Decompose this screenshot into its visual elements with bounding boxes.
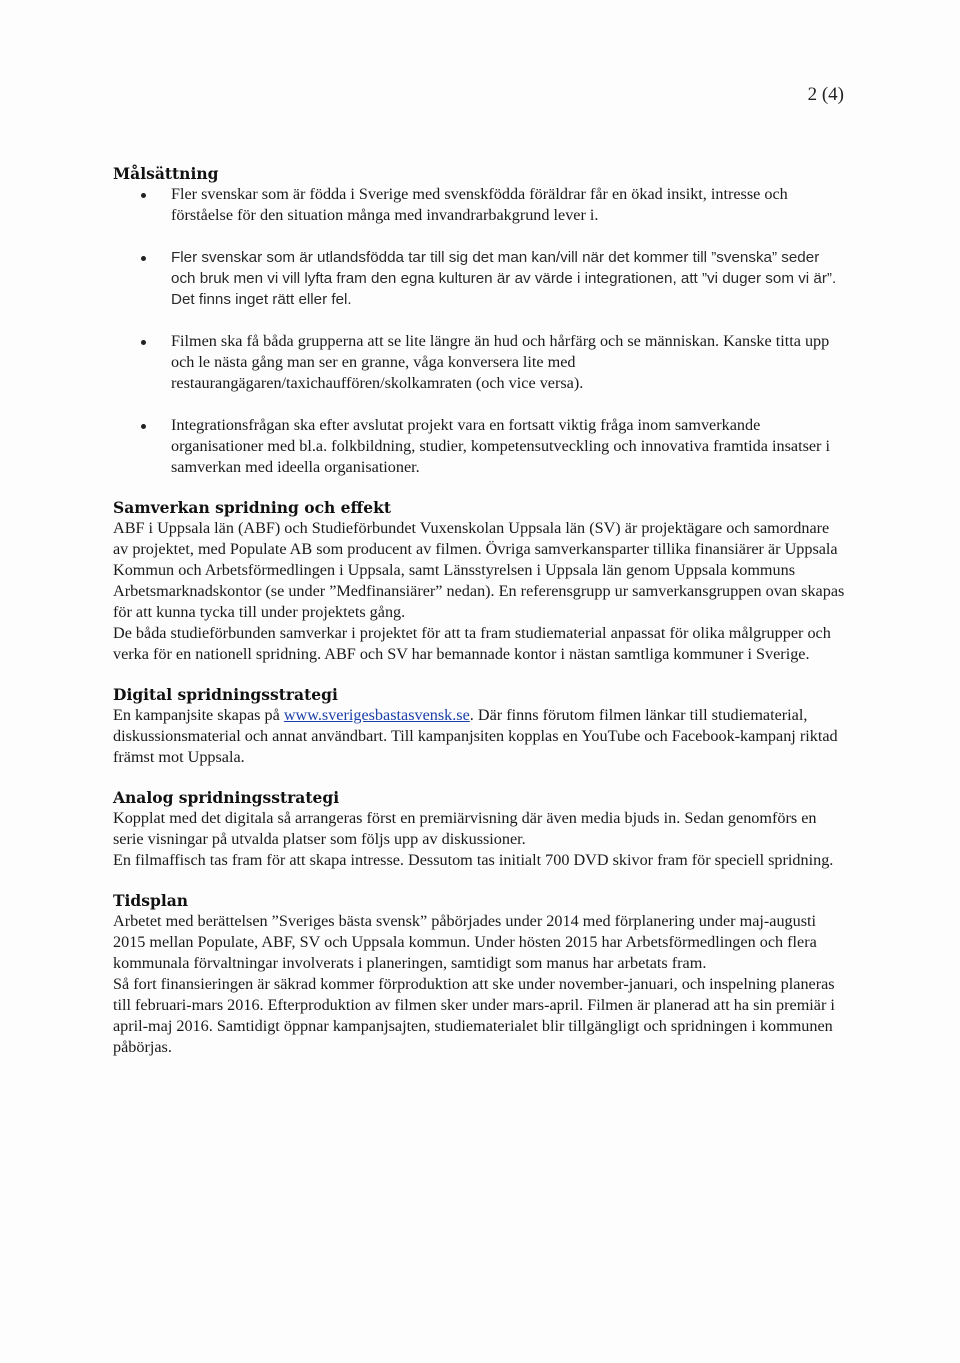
page-number: 2 (4) bbox=[807, 84, 844, 105]
document-body bbox=[113, 163, 845, 1077]
paragraph: ABF i Uppsala län (ABF) och Studieförbundet Vuxenskolan Uppsala län (SV) är projektägare och samordnare av projektet, med Populate AB som producent av filmen. Övriga samverkansparter tillika finansiärer är Uppsala Kommun och Arbetsförmedlingen i Uppsala, samt Länsstyrelsen i Uppsala län genom Uppsala kommuns Arbetsmarknadskontor (se under ”Medfinansiärer” nedan). En referensgrupp ur samverkansgruppen ovan skapas för att kunna tycka till under projektets gång. bbox=[113, 519, 845, 621]
paragraph: En filmaffisch tas fram för att skapa intresse. Dessutom tas initialt 700 DVD skivor fram för speciell spridning. bbox=[113, 851, 834, 869]
bullet-text: Filmen ska få båda grupperna att se lite längre än hud och hårfärg och se människan. Kanske titta upp och le nästa gång man ser en granne, våga konversera lite med restaurangägaren/taxichauffören/skolkamraten (och vice versa). bbox=[171, 332, 830, 392]
bullet-item bbox=[113, 415, 845, 478]
section-malsattning bbox=[113, 163, 845, 478]
bullet-item bbox=[113, 331, 845, 394]
bullet-item bbox=[113, 184, 845, 226]
campaign-site-link[interactable]: www.sverigesbastasvensk.se bbox=[283, 706, 470, 724]
text-span: En kampanjsite skapas på bbox=[113, 706, 284, 724]
section-digital bbox=[113, 684, 845, 768]
bullet-text: Fler svenskar som är födda i Sverige med svenskfödda föräldrar får en ökad insikt, intresse och förståelse för den situation många med invandrarbakgrund lever i. bbox=[171, 185, 788, 224]
section-heading-malsattning: Målsättning bbox=[113, 164, 219, 183]
section-samverkan bbox=[113, 497, 845, 665]
bullet-text: Integrationsfrågan ska efter avslutat projekt vara en fortsatt viktig fråga inom samverkande organisationer med bl.a. folkbildning, studier, kompetensutveckling och innovativa framtida insatser i samverkan med ideella organisationer. bbox=[171, 416, 830, 476]
malsattning-bullet-list bbox=[113, 184, 845, 478]
section-analog bbox=[113, 787, 845, 871]
section-tidsplan bbox=[113, 890, 845, 1058]
section-heading-digital: Digital spridningsstrategi bbox=[113, 685, 338, 704]
bullet-dot-icon bbox=[141, 340, 146, 345]
bullet-text: Fler svenskar som är utlandsfödda tar till sig det man kan/vill när det kommer till ”svenska” seder och bruk men vi vill lyfta fram den egna kulturen är av värde i integrationen, att ”vi duger som vi är”. Det finns inget rätt eller fel. bbox=[171, 249, 837, 308]
paragraph: Arbetet med berättelsen ”Sveriges bästa svensk” påbörjades under 2014 med förplanering under maj-augusti 2015 mellan Populate, ABF, SV och Uppsala kommun. Under hösten 2015 har Arbetsförmedlingen och flera kommunala förvaltningar involverats i planeringen, samtidigt som manus har arbetats fram. bbox=[113, 912, 817, 972]
text-span: . Där finns förutom filmen länkar till studiematerial, diskussionsmaterial och annat användbart. Till kampanjsiten kopplas en YouTube och Facebook-kampanj riktad främst mot Uppsala. bbox=[113, 706, 838, 766]
paragraph: Kopplat med det digitala så arrangeras först en premiärvisning där även media bjuds in. Sedan genomförs en serie visningar på utvalda platser som följs upp av diskussioner. bbox=[113, 809, 817, 848]
paragraph bbox=[113, 705, 845, 768]
section-heading-samverkan: Samverkan spridning och effekt bbox=[113, 498, 392, 517]
bullet-item bbox=[113, 247, 845, 310]
bullet-dot-icon bbox=[141, 424, 146, 429]
section-heading-analog: Analog spridningsstrategi bbox=[113, 788, 340, 807]
section-heading-tidsplan: Tidsplan bbox=[113, 891, 189, 910]
paragraph: De båda studieförbunden samverkar i projektet för att ta fram studiematerial anpassat för olika målgrupper och verka för en nationell spridning. ABF och SV har bemannade kontor i nästan samtliga kommuner i Sverige. bbox=[113, 624, 831, 663]
paragraph: Så fort finansieringen är säkrad kommer förproduktion att ske under november-januari, och inspelning planeras till februari-mars 2016. Efterproduktion av filmen sker under mars-april. Filmen är planerad att ha sin premiär i april-maj 2016. Samtidigt öppnar kampanjsajten, studiematerialet blir tillgängligt och spridningen i kommunen påbörjas. bbox=[113, 975, 835, 1056]
bullet-dot-icon bbox=[141, 256, 146, 261]
bullet-dot-icon bbox=[141, 193, 146, 198]
